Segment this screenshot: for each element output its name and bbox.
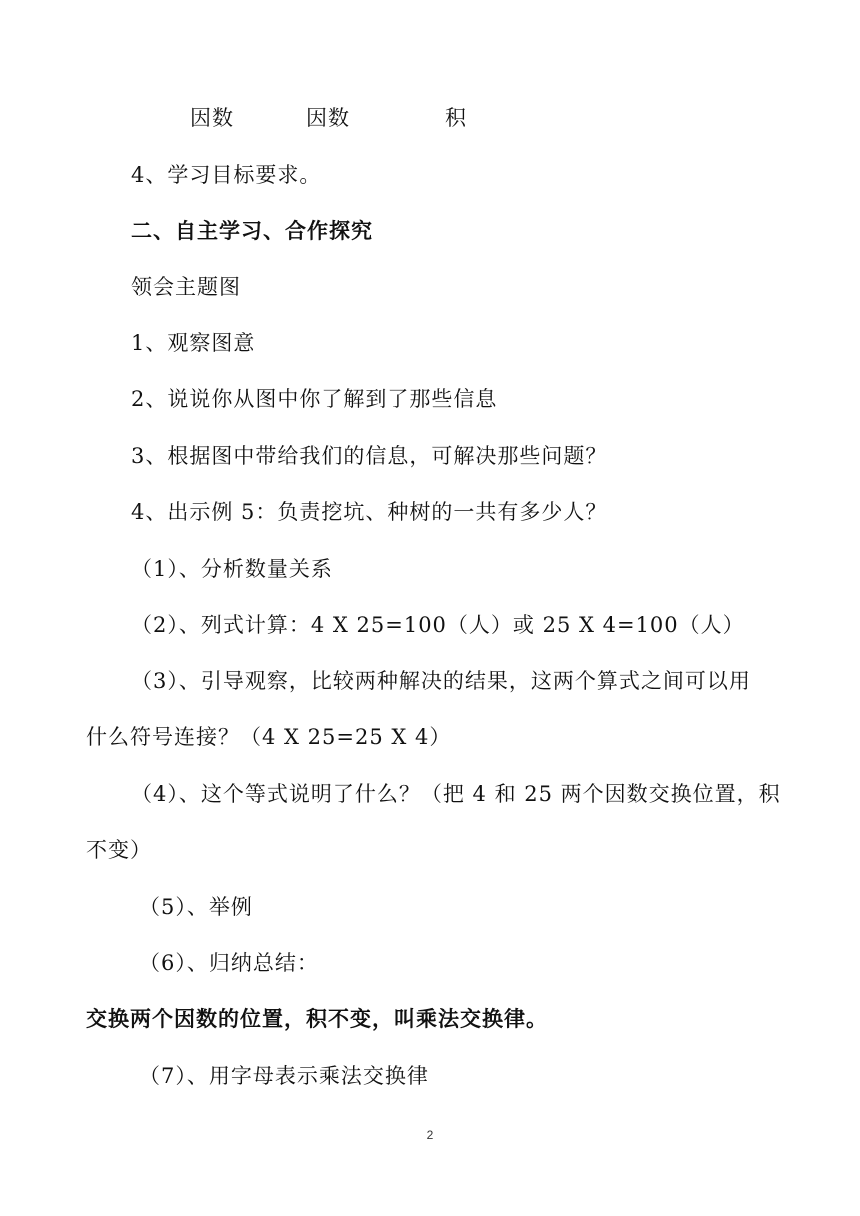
label-product: 积: [445, 106, 467, 130]
text-line: 2、说说你从图中你了解到了那些信息: [131, 387, 498, 411]
label-factor-1: 因数: [190, 106, 234, 130]
text-line: 不变）: [86, 838, 152, 862]
text-line: （1）、分析数量关系: [131, 557, 333, 581]
text-line: （7）、用字母表示乘法交换律: [139, 1064, 429, 1088]
law-statement: 交换两个因数的位置，积不变，叫乘法交换律。: [86, 1007, 548, 1031]
text-line: （6）、归纳总结：: [139, 951, 319, 975]
text-line: 4、出示例 5：负责挖坑、种树的一共有多少人？: [131, 500, 608, 524]
text-line: 什么符号连接？（4 X 25=25 X 4）: [86, 725, 452, 749]
section-heading: 二、自主学习、合作探究: [131, 219, 373, 243]
text-line: （2）、列式计算：4 X 25=100（人）或 25 X 4=100（人）: [131, 613, 745, 637]
text-line: （4）、这个等式说明了什么？（把 4 和 25 两个因数交换位置，积: [131, 782, 781, 806]
label-factor-2: 因数: [306, 106, 350, 130]
text-line: 1、观察图意: [131, 331, 256, 355]
text-line: （3）、引导观察，比较两种解决的结果，这两个算式之间可以用: [131, 669, 751, 693]
text-line: 4、学习目标要求。: [131, 163, 322, 187]
text-line: 3、根据图中带给我们的信息，可解决那些问题？: [131, 444, 608, 468]
page-number: 2: [426, 1128, 434, 1142]
text-line: 领会主题图: [131, 275, 241, 299]
text-line: （5）、举例: [139, 895, 253, 919]
